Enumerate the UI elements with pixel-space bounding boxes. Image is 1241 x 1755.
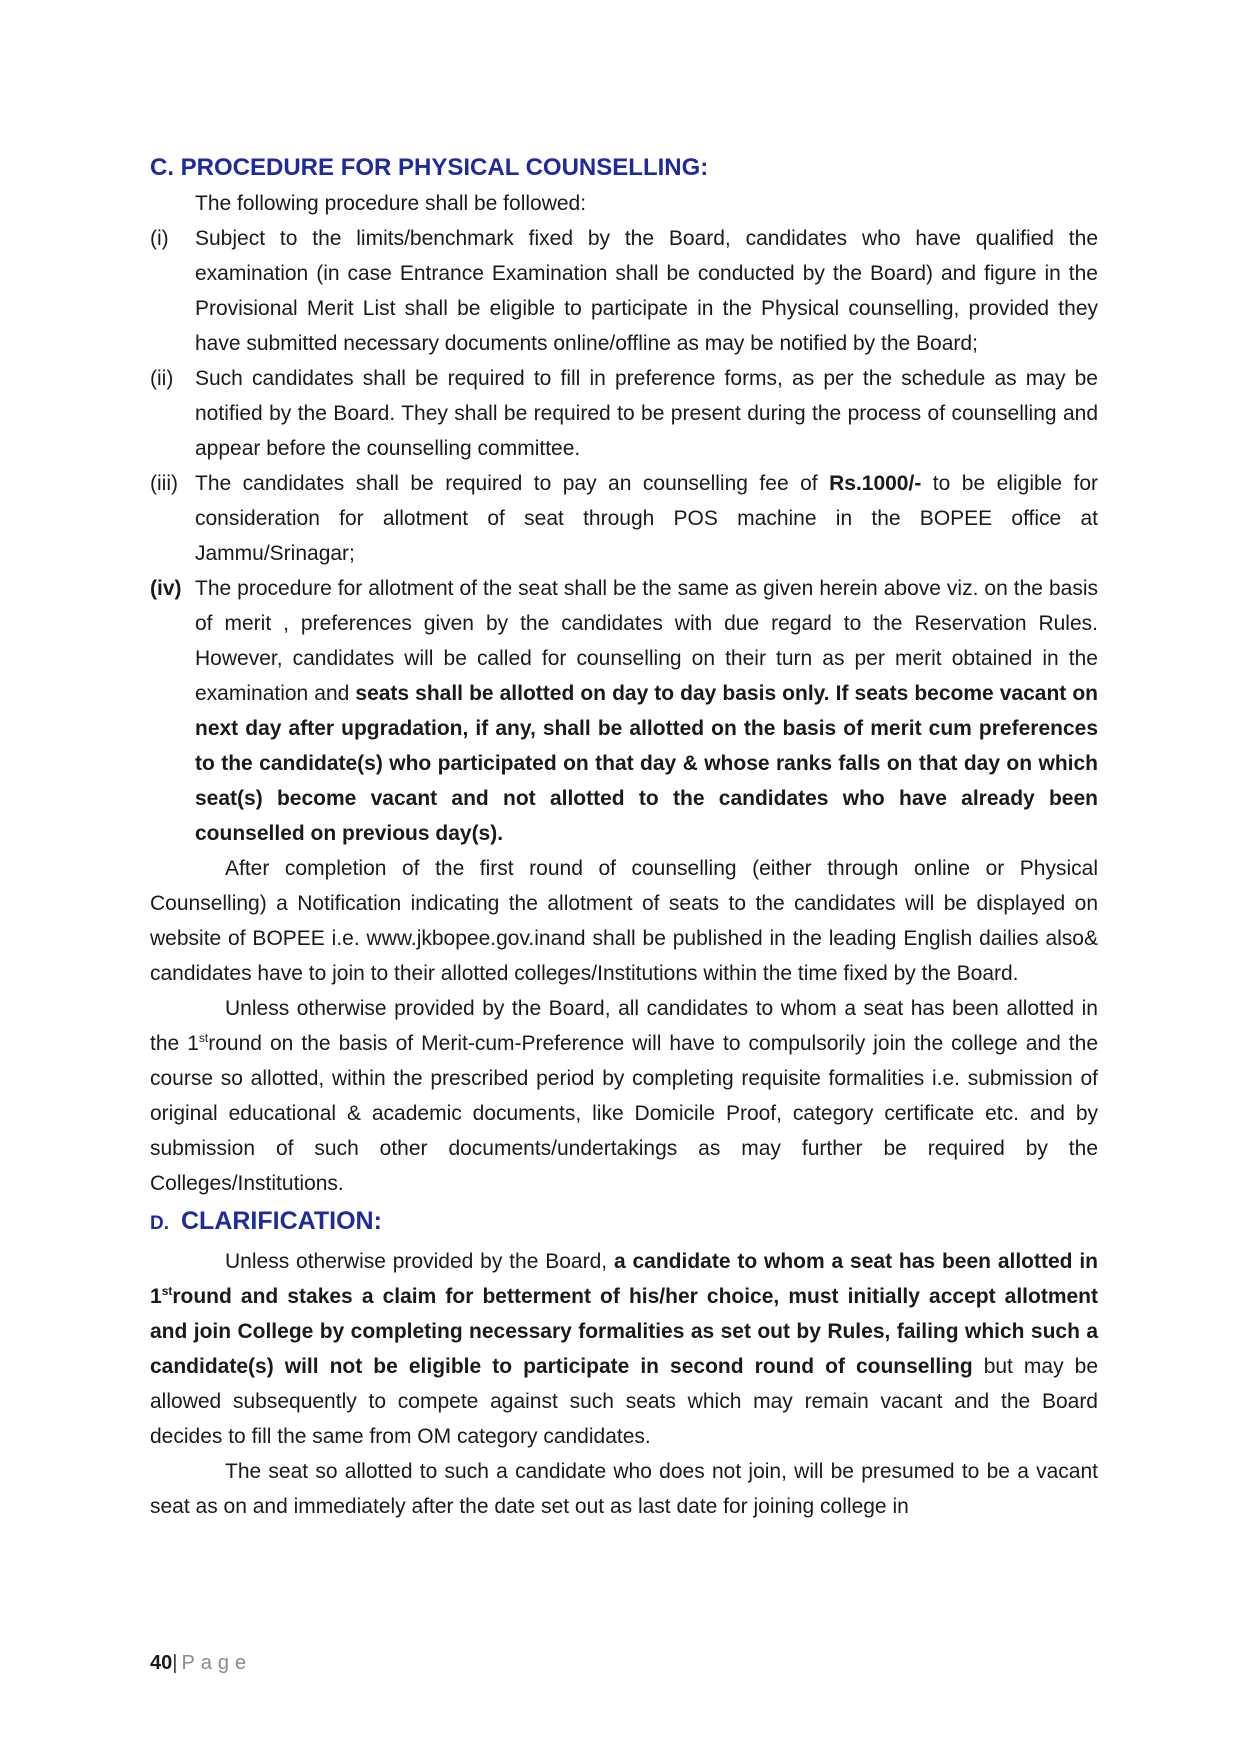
list-item-ii [150,361,1098,466]
section-c-heading: C. PROCEDURE FOR PHYSICAL COUNSELLING: [150,154,709,181]
allotment-text: The procedure for allotment of the seat shall be the same as given herein above viz. on the basis of merit , preferences given by the candidates with due regard to the Reservation Rules. However, candidates will be called for counselling on their turn as per merit obtained in the examination and [195,577,1098,705]
section-c-intro: The following procedure shall be followed: [195,192,587,215]
join-paragraph [150,991,1098,1201]
clarification-bold-a: a candidate to whom a seat has been allotted in 1 [150,1250,1098,1308]
fee-text-after: to be eligible for consideration for allotment of seat through POS machine in the BOPEE office at Jammu/Srinagar; [195,472,1098,565]
page-footer [150,1650,252,1676]
ordinal-suffix: st [161,1284,173,1298]
clarification-text-start: Unless otherwise provided by the Board, [225,1250,614,1273]
clarification-bold-b: round and stakes a claim for betterment of his/her choice, must initially accept allotment and join College by completing necessary formalities as set out by Rules, failing which such a candidate(s) will not be eligible to participate in second round of counselling [150,1285,1098,1378]
clarification-text-end: but may be allowed subsequently to compete against such seats which may remain vacant and the Board decides to fill the same from OM category candidates. [150,1355,1098,1448]
page-number: 40 [150,1652,173,1674]
fee-text-before: The candidates shall be required to pay an counselling fee of [195,472,830,495]
list-item-number: (iii) [150,472,178,495]
first-round-paragraph: After completion of the first round of counselling (either through online or Physical Counselling) a Notification indicating the allotment of seats to the candidates will be displayed on website of BOPEE i.e. www.jkbopee.gov.inand shall be published in the leading English dailies also& candidates have to join to their allotted colleges/Institutions within the time fixed by the Board. [150,857,1098,985]
list-item-text: Subject to the limits/benchmark fixed by the Board, candidates who have qualified the examination (in case Entrance Examination shall be conducted by the Board) and figure in the Provisional Merit List shall be eligible to participate in the Physical counselling, provided they have submitted necessary documents online/offline as may be notified by the Board; [195,227,1098,355]
list-item-number: (ii) [150,367,174,390]
section-d-title: CLARIFICATION: [181,1207,382,1235]
list-item-text: Such candidates shall be required to fill in preference forms, as per the schedule as may be notified by the Board. They shall be required to be present during the process of counselling and appear before the counselling committee. [195,367,1098,460]
section-d-heading [150,1201,1098,1244]
allotment-bold-text: seats shall be allotted on day to day basis only. If seats become vacant on next day after upgradation, if any, shall be allotted on the basis of merit cum preferences to the candidate(s) who participated on that day & whose ranks falls on that day on which seat(s) become vacant and not allotted to the candidates who have already been counselled on previous day(s). [195,682,1098,845]
list-item-iv [150,571,1098,851]
section-d-letter: D. [150,1213,169,1234]
join-text-after: round on the basis of Merit-cum-Preference will have to compulsorily join the college and the course so allotted, within the prescribed period by completing requisite formalities i.e. submission of original educational & academic documents, like Domicile Proof, category certificate etc. and by submission of such other documents/undertakings as may further be required by the Colleges/Institutions. [150,1032,1098,1195]
list-item-i [150,221,1098,361]
footer-separator: | [172,1652,178,1674]
page-label: Page [181,1652,253,1674]
vacant-seat-paragraph: The seat so allotted to such a candidate who does not join, will be presumed to be a vacant seat as on and immediately after the date set out as last date for joining college in [150,1460,1098,1518]
counselling-fee: Rs.1000/- [829,472,922,495]
list-item-text [195,466,1098,571]
list-item-number: (iv) [150,577,182,600]
list-item-number: (i) [150,227,169,250]
ordinal-suffix: st [198,1031,209,1045]
join-text-before: Unless otherwise provided by the Board, all candidates to whom a seat has been allotted in the 1 [150,997,1098,1055]
clarification-paragraph [150,1244,1098,1454]
document-page [150,150,1098,1524]
list-item-iii [150,466,1098,571]
list-item-text [195,571,1098,851]
